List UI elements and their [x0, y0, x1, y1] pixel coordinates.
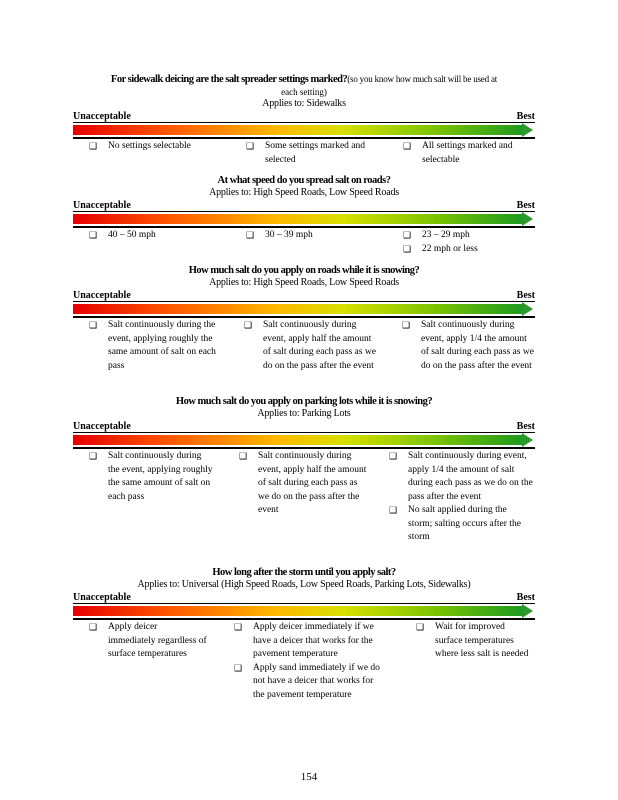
option-item: ❑ No settings selectable	[89, 140, 224, 154]
options-row	[73, 140, 535, 166]
section-sidewalk-settings	[73, 73, 535, 166]
scale-high-label: Best	[516, 111, 535, 122]
divider	[73, 137, 535, 139]
gradient-bar	[73, 304, 523, 314]
checkbox-icon: ❑	[89, 320, 98, 330]
divider	[73, 226, 535, 228]
checkbox-icon: ❑	[234, 662, 243, 673]
section-road-speed	[73, 175, 535, 255]
question-heading: For sidewalk deicing are the salt spreader settings marked?(so you know how much salt will be used at	[110, 74, 498, 85]
scale-high-label: Best	[516, 200, 535, 211]
option-item: ❑ Salt continuously during event, apply half the amount of salt during each pass as we do on the pass after the event	[239, 451, 367, 515]
checkbox-icon: ❑	[89, 622, 98, 632]
option-item: ❑ Salt continuously during event, apply 1/4 the amount of salt during each pass as we do on the pass after the event	[402, 320, 534, 371]
applies-to: Applies to: Universal (High Speed Roads, Low Speed Roads, Parking Lots, Sidewalks)	[137, 579, 471, 590]
checkbox-icon: ❑	[89, 451, 98, 461]
gradient-bar	[73, 125, 523, 135]
applies-to: Applies to: Parking Lots	[257, 408, 351, 419]
rating-bar	[73, 433, 535, 447]
option-item: ❑ 40 – 50 mph	[89, 229, 224, 243]
divider	[73, 122, 535, 123]
option-item: ❑ Salt continuously during event, apply half the amount of salt during each pass as we do on the pass after the event	[244, 320, 376, 371]
arrow-head-icon	[522, 433, 533, 447]
option-item: ❑ Apply deicer immediately if we have a deicer that works for the pavement temperature	[234, 622, 374, 659]
section-parking-salting	[73, 396, 535, 560]
option-item: ❑ 23 – 29 mph	[403, 229, 535, 243]
options-row	[73, 621, 535, 731]
divider	[73, 211, 535, 212]
question-heading: How much salt do you apply on parking lots while it is snowing?	[175, 396, 433, 407]
question-heading: How much salt do you apply on roads while it is snowing?	[188, 265, 420, 276]
rating-bar	[73, 212, 535, 226]
options-row	[73, 450, 535, 560]
option-item: ❑ No salt applied during the storm; salting occurs after the storm	[389, 505, 521, 542]
option-item: ❑ All settings marked and selectable	[403, 141, 513, 165]
divider	[73, 316, 535, 318]
options-row	[73, 229, 535, 255]
divider	[73, 432, 535, 433]
arrow-head-icon	[522, 302, 533, 316]
divider	[73, 603, 535, 604]
applies-to: Applies to: High Speed Roads, Low Speed Roads	[209, 277, 399, 288]
section-salt-timing	[73, 567, 535, 731]
section-road-salting	[73, 265, 535, 389]
checkbox-icon: ❑	[416, 622, 425, 632]
scale-low-label: Unacceptable	[73, 111, 131, 122]
option-item: ❑ Apply deicer immediately regardless of surface temperatures	[89, 622, 207, 659]
checkbox-icon: ❑	[402, 320, 411, 330]
checkbox-icon: ❑	[239, 451, 248, 461]
checkbox-icon: ❑	[403, 243, 412, 254]
option-item: ❑ Wait for improved surface temperatures where less salt is needed	[416, 622, 529, 659]
scale-low-label: Unacceptable	[73, 421, 131, 432]
scale-low-label: Unacceptable	[73, 290, 131, 301]
option-item: ❑ Salt continuously during the event, applying roughly the same amount of salt on each pass	[89, 451, 213, 502]
checkbox-icon: ❑	[403, 230, 412, 240]
option-item: ❑ Some settings marked and selected	[246, 141, 365, 165]
question-note: (so you know how much salt will be used at	[347, 74, 498, 84]
scale-high-label: Best	[516, 592, 535, 603]
checkbox-icon: ❑	[89, 230, 98, 240]
question-note-continued: each setting)	[281, 87, 327, 97]
checkbox-icon: ❑	[246, 141, 255, 151]
question-heading: How long after the storm until you apply salt?	[212, 567, 396, 578]
divider	[73, 301, 535, 302]
rating-bar	[73, 123, 535, 137]
option-item: ❑ 22 mph or less	[403, 243, 535, 257]
checkbox-icon: ❑	[246, 230, 255, 240]
option-item: ❑ Apply sand immediately if we do not have a deicer that works for the pavement temperature	[234, 662, 380, 700]
option-item: ❑ Salt continuously during the event, applying roughly the same amount of salt on each pass	[89, 320, 216, 371]
checkbox-icon: ❑	[89, 141, 98, 151]
option-item: ❑ 30 – 39 mph	[246, 229, 376, 243]
arrow-head-icon	[522, 123, 533, 137]
applies-to: Applies to: Sidewalks	[262, 98, 346, 109]
checkbox-icon: ❑	[389, 451, 398, 461]
scale-low-label: Unacceptable	[73, 592, 131, 603]
gradient-bar	[73, 214, 523, 224]
checkbox-icon: ❑	[389, 505, 398, 515]
arrow-head-icon	[522, 212, 533, 226]
rating-bar	[73, 604, 535, 618]
checkbox-icon: ❑	[244, 320, 253, 330]
gradient-bar	[73, 435, 523, 445]
checkbox-icon: ❑	[234, 622, 243, 632]
question-heading: At what speed do you spread salt on roads?	[217, 175, 391, 186]
scale-high-label: Best	[516, 421, 535, 432]
rating-bar	[73, 302, 535, 316]
scale-low-label: Unacceptable	[73, 200, 131, 211]
divider	[73, 447, 535, 449]
applies-to: Applies to: High Speed Roads, Low Speed Roads	[209, 187, 399, 198]
arrow-head-icon	[522, 604, 533, 618]
checkbox-icon: ❑	[403, 141, 412, 151]
option-item: ❑ Salt continuously during event, apply 1/4 the amount of salt during each pass as we do on the pass after the event	[389, 451, 533, 502]
options-row	[73, 319, 535, 389]
page-number: 154	[300, 771, 318, 783]
gradient-bar	[73, 606, 523, 616]
scale-high-label: Best	[516, 290, 535, 301]
divider	[73, 618, 535, 620]
